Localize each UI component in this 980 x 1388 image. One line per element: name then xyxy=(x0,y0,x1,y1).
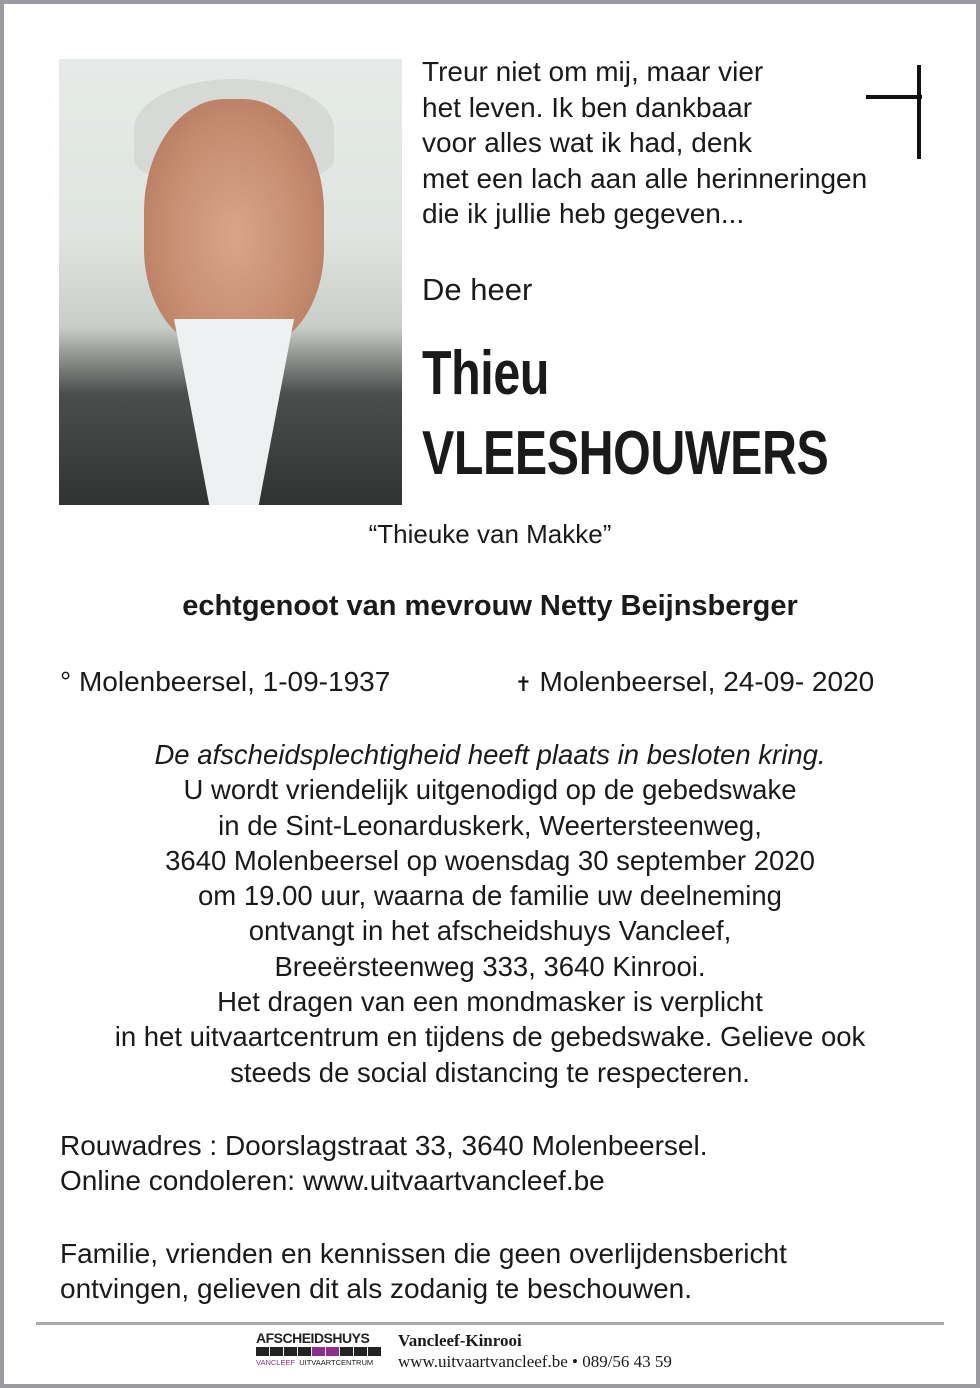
body-line: om 19.00 uur, waarna de familie uw deelneming xyxy=(198,880,782,912)
verse-line: het leven. Ik ben dankbaar xyxy=(422,91,753,123)
funeral-home-info xyxy=(398,1330,672,1372)
nickname: “Thieuke van Makke” xyxy=(368,519,612,549)
death-date-wrap xyxy=(515,666,874,698)
body-line: Het dragen van een mondmasker is verplicht xyxy=(217,986,763,1018)
portrait-photo xyxy=(59,59,402,505)
body-line: steeds de social distancing te respecteren. xyxy=(230,1056,750,1088)
first-name: Thieu xyxy=(422,339,550,408)
body-line: ontvangt in het afscheidshuys Vancleef, xyxy=(248,915,732,947)
firm-contact: www.uitvaartvancleef.be • 089/56 43 59 xyxy=(398,1352,672,1371)
body-line: U wordt vriendelijk uitgenodigd op de gebedswake xyxy=(183,774,797,806)
death-cross-icon: ✝ xyxy=(515,674,532,696)
verse-line: voor alles wat ik had, denk xyxy=(422,127,752,158)
verse-line: die ik jullie heb gegeven... xyxy=(422,198,745,229)
firm-name: Vancleef-Kinrooi xyxy=(398,1331,522,1350)
logo-sub1: VANCLEEF xyxy=(256,1358,296,1367)
ceremony-line: De afscheidsplechtigheid heeft plaats in besloten kring. xyxy=(154,739,826,770)
closing-line: Familie, vrienden en kennissen die geen overlijdensbericht xyxy=(60,1238,787,1269)
footer-divider xyxy=(36,1322,944,1325)
birth-date: ° Molenbeersel, 1-09-1937 xyxy=(60,666,391,697)
last-name: VLEESHOUWERS xyxy=(422,419,829,488)
salutation: De heer xyxy=(422,272,533,307)
verse-line: Treur niet om mij, maar vier xyxy=(422,56,764,87)
ceremony-info xyxy=(4,737,976,1090)
body-line: 3640 Molenbeersel op woensdag 30 september 2020 xyxy=(165,844,815,876)
logo-title: AFSCHEIDSHUYS xyxy=(256,1330,370,1346)
body-line: in het uitvaartcentrum en tijdens de gebedswake. Gelieve ook xyxy=(114,1021,866,1053)
closing-note xyxy=(60,1236,787,1306)
body-line: Breeërsteenweg 333, 3640 Kinrooi. xyxy=(274,950,706,982)
online-condolence: Online condoleren: www.uitvaartvancleef.be xyxy=(60,1165,605,1196)
verse xyxy=(422,54,867,232)
body-line: in de Sint-Leonarduskerk, Weertersteenweg, xyxy=(218,809,762,841)
address-block xyxy=(60,1128,707,1198)
death-notice xyxy=(4,4,976,1384)
dates xyxy=(60,666,920,698)
logo-sub2: UITVAARTCENTRUM xyxy=(299,1358,374,1367)
spouse: echtgenoot van mevrouw Netty Beijnsberger xyxy=(182,590,798,622)
death-date: Molenbeersel, 24-09- 2020 xyxy=(539,666,875,697)
mourning-address: Rouwadres : Doorslagstraat 33, 3640 Molenbeersel. xyxy=(60,1130,708,1161)
closing-line: ontvingen, gelieven dit als zodanig te beschouwen. xyxy=(60,1273,692,1304)
funeral-home-logo xyxy=(256,1330,382,1367)
verse-line: met een lach aan alle herinneringen xyxy=(422,162,868,194)
